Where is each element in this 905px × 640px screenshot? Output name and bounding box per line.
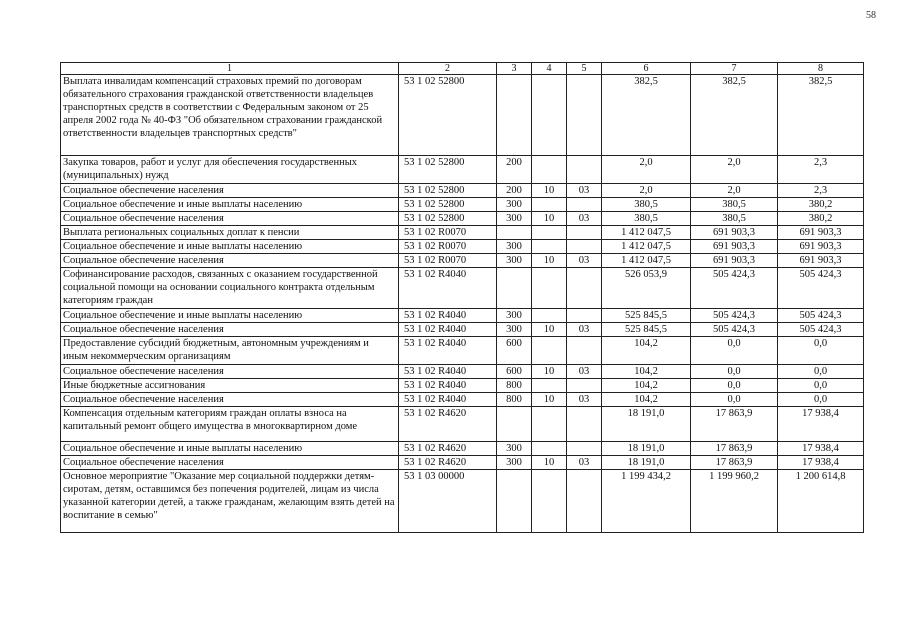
row-code: 53 1 02 R0070 [399,226,497,240]
row-pr [567,442,602,456]
row-code: 53 1 02 R4040 [399,365,497,379]
row-value-1: 1 199 434,2 [602,470,691,533]
row-value-1: 382,5 [602,75,691,156]
row-pr [567,156,602,184]
row-code: 53 1 03 00000 [399,470,497,533]
row-name: Выплата региональных социальных доплат к пенсии [61,226,399,240]
row-name: Социальное обеспечение населения [61,365,399,379]
row-value-3: 0,0 [778,337,864,365]
row-vr [497,75,532,156]
row-value-3: 2,3 [778,156,864,184]
row-pr [567,75,602,156]
row-rz [532,309,567,323]
row-value-2: 0,0 [691,337,778,365]
row-value-3: 691 903,3 [778,254,864,268]
row-value-2: 0,0 [691,365,778,379]
row-pr: 03 [567,365,602,379]
row-vr: 300 [497,456,532,470]
row-vr: 300 [497,212,532,226]
table-row [61,254,864,268]
column-header-2: 2 [399,63,497,75]
row-value-3: 17 938,4 [778,442,864,456]
row-value-1: 104,2 [602,337,691,365]
row-value-1: 526 053,9 [602,268,691,309]
row-pr [567,240,602,254]
row-value-1: 2,0 [602,184,691,198]
row-name: Социальное обеспечение населения [61,254,399,268]
row-value-2: 505 424,3 [691,309,778,323]
row-rz: 10 [532,254,567,268]
row-vr [497,470,532,533]
row-rz [532,75,567,156]
row-value-3: 0,0 [778,379,864,393]
row-code: 53 1 02 52800 [399,184,497,198]
row-rz: 10 [532,393,567,407]
row-value-1: 525 845,5 [602,309,691,323]
row-vr [497,407,532,442]
row-name: Предоставление субсидий бюджетным, автономным учреждениям и иным некоммерческим организациям [61,337,399,365]
row-value-1: 104,2 [602,365,691,379]
table-row [61,184,864,198]
row-value-3: 380,2 [778,212,864,226]
table-row [61,212,864,226]
row-rz [532,337,567,365]
row-rz: 10 [532,456,567,470]
row-pr [567,407,602,442]
column-header-1: 1 [61,63,399,75]
column-header-8: 8 [778,63,864,75]
row-value-3: 505 424,3 [778,309,864,323]
row-value-1: 1 412 047,5 [602,240,691,254]
row-value-1: 104,2 [602,379,691,393]
row-value-1: 18 191,0 [602,456,691,470]
row-code: 53 1 02 52800 [399,75,497,156]
row-name: Закупка товаров, работ и услуг для обеспечения государственных (муниципальных) нужд [61,156,399,184]
row-code: 53 1 02 R4620 [399,442,497,456]
row-name: Софинансирование расходов, связанных с оказанием государственной социальной помощи на основании социального контракта отдельным категориям граждан [61,268,399,309]
row-value-2: 17 863,9 [691,407,778,442]
row-rz: 10 [532,212,567,226]
row-value-3: 17 938,4 [778,456,864,470]
row-pr [567,309,602,323]
table-row [61,379,864,393]
row-value-1: 18 191,0 [602,407,691,442]
row-value-2: 691 903,3 [691,240,778,254]
row-pr: 03 [567,254,602,268]
column-header-4: 4 [532,63,567,75]
row-code: 53 1 02 R4040 [399,337,497,365]
table-row [61,407,864,442]
row-rz: 10 [532,365,567,379]
column-header-3: 3 [497,63,532,75]
row-vr: 300 [497,240,532,254]
row-value-3: 691 903,3 [778,240,864,254]
table-row [61,456,864,470]
row-value-1: 2,0 [602,156,691,184]
table-row [61,156,864,184]
table-row [61,240,864,254]
row-name: Социальное обеспечение и иные выплаты населению [61,240,399,254]
row-name: Социальное обеспечение населения [61,184,399,198]
row-vr [497,268,532,309]
row-value-2: 0,0 [691,393,778,407]
row-name: Социальное обеспечение и иные выплаты населению [61,442,399,456]
row-value-3: 0,0 [778,393,864,407]
row-value-2: 2,0 [691,184,778,198]
row-rz: 10 [532,323,567,337]
row-code: 53 1 02 R4040 [399,268,497,309]
row-pr [567,337,602,365]
row-value-1: 18 191,0 [602,442,691,456]
row-value-1: 380,5 [602,212,691,226]
row-pr: 03 [567,212,602,226]
row-name: Социальное обеспечение и иные выплаты населению [61,198,399,212]
row-vr: 800 [497,393,532,407]
row-value-2: 380,5 [691,212,778,226]
table-row [61,337,864,365]
row-name: Основное мероприятие "Оказание мер социальной поддержки детям-сиротам, детям, оставшимся без попечения родителей, лицам из числа указанной категории детей, а также гражданам, желающим взять детей на воспитание в семью" [61,470,399,533]
row-code: 53 1 02 R4040 [399,393,497,407]
table-row [61,309,864,323]
row-pr [567,268,602,309]
table-row [61,470,864,533]
table-row [61,323,864,337]
row-code: 53 1 02 R0070 [399,254,497,268]
row-code: 53 1 02 R4040 [399,323,497,337]
table-row [61,365,864,379]
row-rz: 10 [532,184,567,198]
row-rz [532,379,567,393]
row-value-1: 1 412 047,5 [602,254,691,268]
table-row [61,198,864,212]
column-header-6: 6 [602,63,691,75]
row-name: Иные бюджетные ассигнования [61,379,399,393]
row-code: 53 1 02 R0070 [399,240,497,254]
row-pr: 03 [567,184,602,198]
row-code: 53 1 02 52800 [399,156,497,184]
row-rz [532,240,567,254]
row-vr: 800 [497,379,532,393]
row-code: 53 1 02 R4620 [399,407,497,442]
row-pr [567,470,602,533]
table-row [61,75,864,156]
row-value-2: 17 863,9 [691,456,778,470]
row-value-1: 1 412 047,5 [602,226,691,240]
row-value-2: 505 424,3 [691,323,778,337]
row-name: Социальное обеспечение населения [61,323,399,337]
row-vr: 600 [497,365,532,379]
row-value-3: 505 424,3 [778,268,864,309]
table-body [61,75,864,533]
row-value-2: 17 863,9 [691,442,778,456]
table-row [61,442,864,456]
row-value-3: 691 903,3 [778,226,864,240]
row-name: Социальное обеспечение населения [61,456,399,470]
row-rz [532,470,567,533]
row-vr: 300 [497,442,532,456]
row-name: Социальное обеспечение населения [61,393,399,407]
row-value-1: 104,2 [602,393,691,407]
row-vr: 200 [497,156,532,184]
row-value-1: 525 845,5 [602,323,691,337]
row-vr [497,226,532,240]
row-value-3: 382,5 [778,75,864,156]
row-value-3: 1 200 614,8 [778,470,864,533]
row-pr: 03 [567,393,602,407]
column-header-7: 7 [691,63,778,75]
row-value-2: 2,0 [691,156,778,184]
column-header-5: 5 [567,63,602,75]
table-row [61,393,864,407]
row-value-2: 1 199 960,2 [691,470,778,533]
row-value-2: 382,5 [691,75,778,156]
row-pr: 03 [567,456,602,470]
row-value-3: 17 938,4 [778,407,864,442]
row-value-3: 505 424,3 [778,323,864,337]
row-pr [567,379,602,393]
page-number: 58 [866,10,876,21]
row-name: Компенсация отдельным категориям граждан оплаты взноса на капитальный ремонт общего имущества в многоквартирном доме [61,407,399,442]
row-rz [532,226,567,240]
row-vr: 600 [497,337,532,365]
row-vr: 300 [497,309,532,323]
row-rz [532,198,567,212]
header-row [61,63,864,75]
table-row [61,226,864,240]
row-code: 53 1 02 52800 [399,212,497,226]
row-rz [532,407,567,442]
row-vr: 300 [497,254,532,268]
row-value-2: 691 903,3 [691,254,778,268]
row-name: Социальное обеспечение населения [61,212,399,226]
row-code: 53 1 02 R4040 [399,309,497,323]
row-vr: 300 [497,198,532,212]
row-value-2: 505 424,3 [691,268,778,309]
row-rz [532,268,567,309]
table-row [61,268,864,309]
row-name: Выплата инвалидам компенсаций страховых премий по договорам обязательного страхования гражданской ответственности владельцев транспортных средств в соответствии с Федеральным законом от 25 апреля 2002 года № 40-ФЗ "Об обязательном страховании гражданской ответственности владельцев транспортных средств" [61,75,399,156]
row-code: 53 1 02 R4040 [399,379,497,393]
budget-table [60,62,864,533]
row-rz [532,442,567,456]
row-vr: 200 [497,184,532,198]
row-value-3: 0,0 [778,365,864,379]
row-value-1: 380,5 [602,198,691,212]
row-pr: 03 [567,323,602,337]
row-value-3: 2,3 [778,184,864,198]
row-rz [532,156,567,184]
row-value-2: 691 903,3 [691,226,778,240]
row-value-2: 0,0 [691,379,778,393]
row-value-2: 380,5 [691,198,778,212]
row-code: 53 1 02 52800 [399,198,497,212]
row-value-3: 380,2 [778,198,864,212]
row-pr [567,198,602,212]
row-vr: 300 [497,323,532,337]
row-name: Социальное обеспечение и иные выплаты населению [61,309,399,323]
row-code: 53 1 02 R4620 [399,456,497,470]
row-pr [567,226,602,240]
